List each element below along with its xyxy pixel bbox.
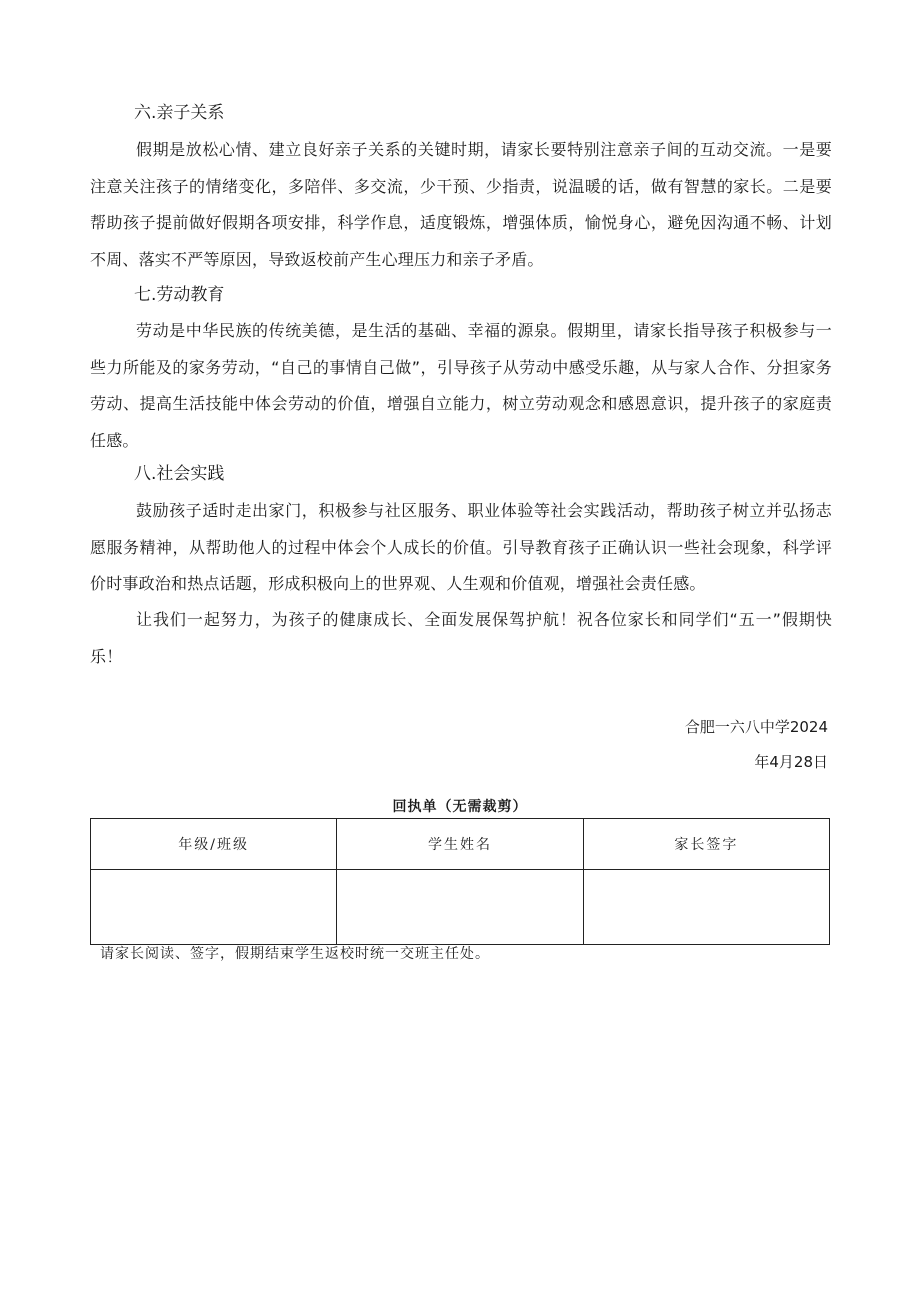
section-heading-labor: 七.劳动教育 [134, 285, 225, 305]
receipt-title: 回执单（无需裁剪） [392, 799, 528, 815]
student-name-cell[interactable] [337, 870, 583, 945]
section-paragraph-labor: 劳动是中华民族的传统美德，是生活的基础、幸福的源泉。假期里，请家长指导孩子积极参与一些力所能及的家务劳动，“自己的事情自己做”，引导孩子从劳动中感受乐趣，从与家人合作、分担家务劳动、提高生活技能中体会劳动的价值，增强自立能力，树立劳动观念和感恩意识，提升孩子的家庭责任感。 [90, 321, 832, 450]
signature-date: 年4月28日 [754, 753, 828, 771]
receipt-header-row [91, 819, 830, 870]
class-cell[interactable] [91, 870, 337, 945]
receipt-note: 请家长阅读、签字，假期结束学生返校时统一交班主任处。 [100, 946, 490, 962]
receipt-table [90, 818, 830, 945]
closing-paragraph: 让我们一起努力，为孩子的健康成长、全面发展保驾护航！祝各位家长和同学们“五一”假期快乐！ [90, 610, 832, 666]
section-heading-social-practice: 八.社会实践 [134, 464, 225, 484]
section-paragraph-parent-child: 假期是放松心情、建立良好亲子关系的关键时期，请家长要特别注意亲子间的互动交流。一是要注意关注孩子的情绪变化，多陪伴、多交流，少干预、少指责，说温暖的话，做有智慧的家长。二是要帮助孩子提前做好假期各项安排，科学作息，适度锻炼，增强体质，愉悦身心，避免因沟通不畅、计划不周、落实不严等原因，导致返校前产生心理压力和亲子矛盾。 [90, 140, 832, 269]
column-header-student-name: 学生姓名 [337, 819, 583, 870]
receipt-fill-row [91, 870, 830, 945]
parent-signature-cell[interactable] [583, 870, 829, 945]
section-heading-parent-child: 六.亲子关系 [134, 103, 225, 123]
section-paragraph-social-practice: 鼓励孩子适时走出家门，积极参与社区服务、职业体验等社会实践活动，帮助孩子树立并弘扬志愿服务精神，从帮助他人的过程中体会个人成长的价值。引导教育孩子正确认识一些社会现象，科学评价时事政治和热点话题，形成积极向上的世界观、人生观和价值观，增强社会责任感。 [90, 501, 832, 593]
signature-school: 合肥一六八中学2024 [684, 718, 828, 736]
column-header-class: 年级/班级 [91, 819, 337, 870]
column-header-parent-signature: 家长签字 [583, 819, 829, 870]
